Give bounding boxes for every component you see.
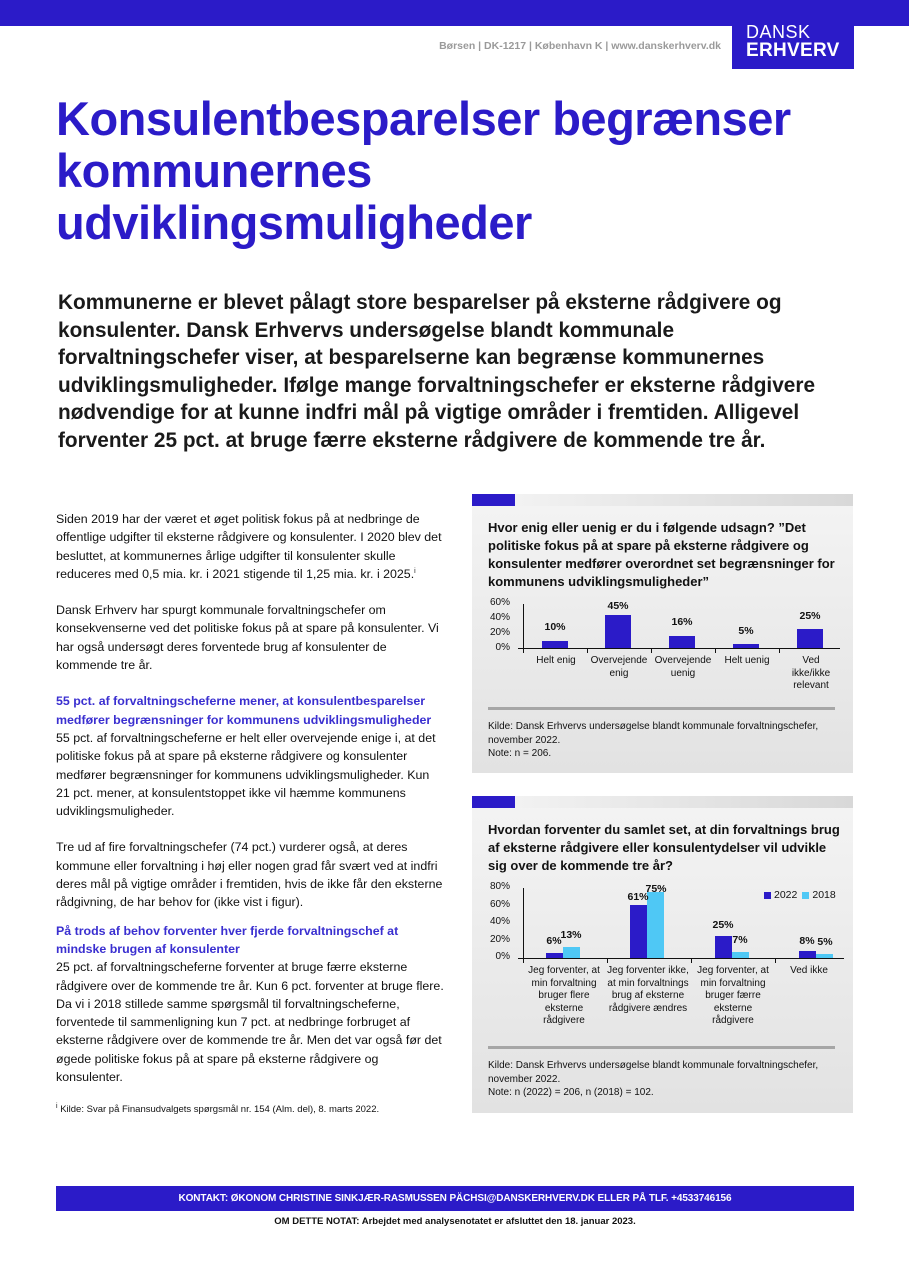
category-label: Helt enig xyxy=(536,655,576,666)
value-label: 10% xyxy=(544,621,566,633)
x-tick xyxy=(715,648,716,653)
chart-source xyxy=(488,1059,843,1100)
category-label: Overvejende uenig xyxy=(654,655,712,679)
y-axis xyxy=(523,604,524,648)
body-paragraph-4: Tre ud af fire forvaltningschefer (74 pct.) vurderer også, at deres kommune eller forvaltning i høj eller nogen grad får svært ved at indfri deres mål på vigtige områder i fremtiden, hvis de ikke får den eksterne rådgivning, de har behov for (ikke vist i figur). xyxy=(56,840,443,910)
value-label-2022: 6% xyxy=(546,935,562,947)
logo-line-1: DANSK xyxy=(746,22,811,42)
x-tick xyxy=(691,958,692,963)
category-label: Overvejende enig xyxy=(590,655,648,679)
legend-swatch-2018 xyxy=(802,892,809,899)
x-axis xyxy=(518,958,844,959)
value-label-2018: 7% xyxy=(732,934,748,946)
source-divider xyxy=(488,1046,835,1049)
y-tick-label: 40% xyxy=(489,916,510,927)
source-divider xyxy=(488,707,835,710)
source-text: Kilde: Dansk Erhvervs undersøgelse blandt kommunale forvaltningschefer, november 2022. xyxy=(488,721,819,746)
address-line: Børsen | DK-1217 | København K | www.danskerhverv.dk xyxy=(439,40,721,52)
body-paragraph-3: 55 pct. af forvaltningscheferne er helt eller overvejende enige i, at det politiske fokus på at spare på eksterne rådgivere og konsulenter medfører begrænsninger for kommunens udviklingsmuligheder. Kun 21 pct. mener, at konsulentstoppet ikke vil hæmme kommunens udviklingsmuligheder. xyxy=(56,730,436,819)
y-tick-label: 20% xyxy=(489,934,510,945)
body-column xyxy=(56,510,444,1116)
page-title: Konsulentbesparelser begrænser kommunernes udviklingsmuligheder xyxy=(56,92,791,249)
bar-ved-ikke-2022 xyxy=(799,951,816,958)
y-tick-label: 20% xyxy=(489,627,510,638)
y-axis xyxy=(523,888,524,958)
section-heading-2: På trods af behov forventer hver fjerde forvaltningschef at mindske brugen af konsulenter xyxy=(56,923,399,956)
bar-helt-uenig xyxy=(733,644,759,648)
value-label-2022: 8% xyxy=(799,935,815,947)
x-tick xyxy=(587,648,588,653)
category-label: Ved ikke/ikke relevant xyxy=(791,655,831,691)
dansk-erhverv-logo xyxy=(732,20,854,69)
chart-header-strip xyxy=(515,796,853,808)
chart-title: Hvor enig eller uenig er du i følgende udsagn? ”Det politiske fokus på at spare på eksterne rådgivere og konsulenter medfører overordnet set begrænsninger for kommunens udviklingsmuligheder” xyxy=(488,520,835,589)
legend-swatch-2022 xyxy=(764,892,771,899)
bar-overvejende-uenig xyxy=(669,636,695,648)
footnote: $^i$ Kilde: Svar på Finansudvalgets spørgsmål nr. 154 (Alm. del), 8. marts 2022. xyxy=(56,1103,380,1116)
section-2 xyxy=(56,922,444,1087)
bar-helt-enig xyxy=(542,641,568,648)
legend-label-2018: 2018 xyxy=(812,889,836,901)
x-tick xyxy=(779,648,780,653)
x-tick xyxy=(523,958,524,963)
y-tick-label: 60% xyxy=(489,899,510,910)
section-heading-1: 55 pct. af forvaltningscheferne mener, at konsulentbesparelser medfører begrænsninger for kommunens udviklingsmuligheder xyxy=(56,694,432,727)
chart-tab-marker xyxy=(472,796,515,808)
category-label: Jeg forventer, at min forvaltning bruger færre eksterne rådgivere xyxy=(697,965,769,1026)
value-label: 16% xyxy=(671,616,693,628)
bar-overvejende-enig xyxy=(605,615,631,648)
chart-title: Hvordan forventer du samlet set, at din forvaltnings brug af eksterne rådgivere eller konsulentydelser vil udvikle sig over de kommende tre år? xyxy=(488,822,840,873)
chart-legend xyxy=(764,889,836,901)
category-label: Jeg forventer, at min forvaltning bruger flere eksterne rådgivere xyxy=(528,965,600,1026)
bar-uaendret-2022 xyxy=(630,905,647,958)
category-label: Helt uenig xyxy=(724,655,770,666)
x-tick xyxy=(607,958,608,963)
body-paragraph-1: Siden 2019 har der været et øget politisk fokus på at nedbringe de offentlige udgifter til eksterne rådgivere og konsulenter. I 2020 blev det besluttet, at kommunernes årlige udgifter til konsulenter skulle reduceres med 0,5 mia. kr. i 2021 stigende til 1,25 mia. kr. i 2025.$^i$ xyxy=(56,512,442,581)
value-label-2022: 61% xyxy=(627,891,649,903)
chart-header-strip xyxy=(515,494,853,506)
chart-agreement xyxy=(472,494,853,773)
legend-label-2022: 2022 xyxy=(774,889,798,901)
section-1 xyxy=(56,692,444,820)
value-label: 5% xyxy=(738,625,754,637)
bar-flere-2022 xyxy=(546,953,563,958)
note-text: Note: n (2022) = 206, n (2018) = 102. xyxy=(488,1087,654,1098)
source-text: Kilde: Dansk Erhvervs undersøgelse blandt kommunale forvaltningschefer, november 2022. xyxy=(488,1060,819,1085)
y-tick-label: 0% xyxy=(495,642,510,653)
x-axis xyxy=(518,648,840,649)
value-label: 45% xyxy=(607,600,629,612)
contact-footer: KONTAKT: ØKONOM CHRISTINE SINKJÆR-RASMUSSEN PÄCHSI@DANSKERHVERV.DK ELLER PÅ TLF. +4533746156 xyxy=(56,1186,854,1211)
logo-line-2: ERHVERV xyxy=(746,40,840,61)
bar-faerre-2018 xyxy=(732,952,749,958)
y-tick-label: 40% xyxy=(489,612,510,623)
value-label: 25% xyxy=(799,610,821,622)
value-label-2022: 25% xyxy=(712,919,734,931)
value-label-2018: 75% xyxy=(645,883,667,895)
value-label-2018: 5% xyxy=(817,936,833,948)
category-label: Jeg forventer ikke, at min forvaltnings brug af eksterne rådgivere ændres xyxy=(607,965,689,1014)
chart-expected-usage xyxy=(472,796,853,1113)
footnote-marker: i xyxy=(414,567,416,575)
y-tick-label: 0% xyxy=(495,951,510,962)
lead-paragraph: Kommunerne er blevet pålagt store besparelser på eksterne rådgivere og konsulenter. Dansk Erhvervs undersøgelse blandt kommunale forvaltningschefer viser, at besparelserne kan begrænse kommunernes udviklingsmuligheder. Ifølge mange forvaltningschefer er eksterne rådgivere nødvendige for at kunne indfri mål på vigtige områder i fremtiden. Alligevel forventer 25 pct. at bruge færre eksterne rådgivere de kommende tre år. xyxy=(58,291,816,452)
about-note: OM DETTE NOTAT: Arbejdet med analysenotatet er afsluttet den 18. januar 2023. xyxy=(274,1216,636,1227)
y-tick-label: 60% xyxy=(489,597,510,608)
body-paragraph-5: 25 pct. af forvaltningscheferne forventer at bruge færre eksterne rådgivere over de kommende tre år. Kun 6 pct. forventer at bruge flere. Da vi i 2018 stillede samme spørgsmål til forvaltningscheferne, forventede til sammenligning kun 7 pct. at nedbringe forbruget af eksterne rådgivere over de kommende tre år. Men det var også før det øgede politiske fokus på at spare på eksterne rådgivere og konsulenter. xyxy=(56,960,444,1085)
category-label: Ved ikke xyxy=(790,965,828,976)
bar-flere-2018 xyxy=(563,947,580,958)
bar-ved-ikke xyxy=(797,629,823,648)
body-paragraph-2: Dansk Erhverv har spurgt kommunale forvaltningschefer om konsekvenserne ved det politiske fokus på at spare på konsulenter. Vi har også undersøgt deres forventede brug af konsulenter de kommende tre år. xyxy=(56,603,439,673)
chart-source xyxy=(488,720,843,761)
y-tick-label: 80% xyxy=(489,881,510,892)
chart-tab-marker xyxy=(472,494,515,506)
value-label-2018: 13% xyxy=(560,929,582,941)
note-text: Note: n = 206. xyxy=(488,748,552,759)
bar-ved-ikke-2018 xyxy=(816,954,833,958)
x-tick xyxy=(523,648,524,653)
x-tick xyxy=(651,648,652,653)
x-tick xyxy=(775,958,776,963)
